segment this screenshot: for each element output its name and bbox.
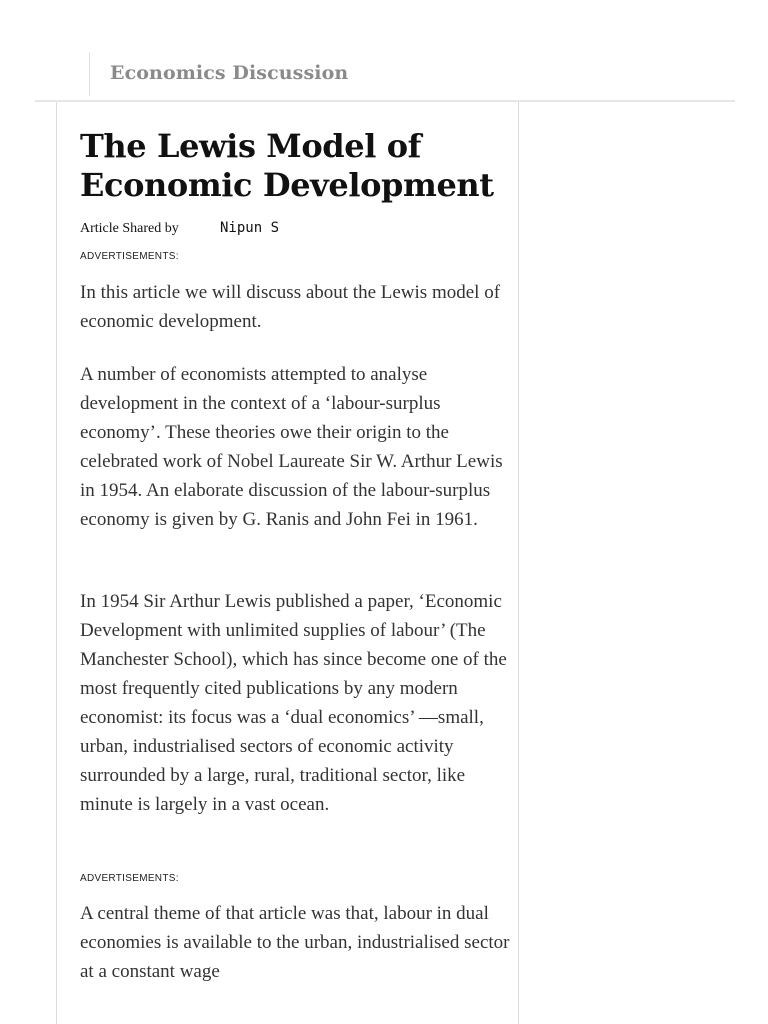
article-title: The Lewis Model of Economic Development bbox=[80, 127, 494, 204]
advertisements-label: ADVERTISEMENTS: bbox=[80, 873, 179, 884]
article-card bbox=[56, 102, 519, 1024]
byline-label: Article Shared by bbox=[80, 221, 179, 236]
header-divider bbox=[89, 52, 90, 96]
article-paragraph: A central theme of that article was that, labour in dual economies is available to the urban, industrialised sector at a constant wage bbox=[80, 903, 510, 982]
article-paragraph: A number of economists attempted to analyse development in the context of a ‘labour-surplus economy’. These theories owe their origin to the celebrated work of Nobel Laureate Sir W. Arthur Lewis in 1954. An elaborate discussion of the labour-surplus economy is given by G. Ranis and John Fei in 1961. bbox=[80, 364, 503, 530]
advertisements-label: ADVERTISEMENTS: bbox=[80, 251, 179, 262]
article-paragraph: In 1954 Sir Arthur Lewis published a paper, ‘Economic Development with unlimited supplies of labour’ (The Manchester School), which has since become one of the most frequently cited publications by any modern economist: its focus was a ‘dual economics’ —small, urban, industrialised sectors of economic activity surrounded by a large, rural, traditional sector, like minute is largely in a vast ocean. bbox=[80, 591, 507, 815]
author-name: Nipun S bbox=[220, 220, 280, 236]
article-paragraph: In this article we will discuss about the Lewis model of economic development. bbox=[80, 282, 501, 332]
site-name-link[interactable]: Economics Discussion bbox=[110, 62, 349, 84]
